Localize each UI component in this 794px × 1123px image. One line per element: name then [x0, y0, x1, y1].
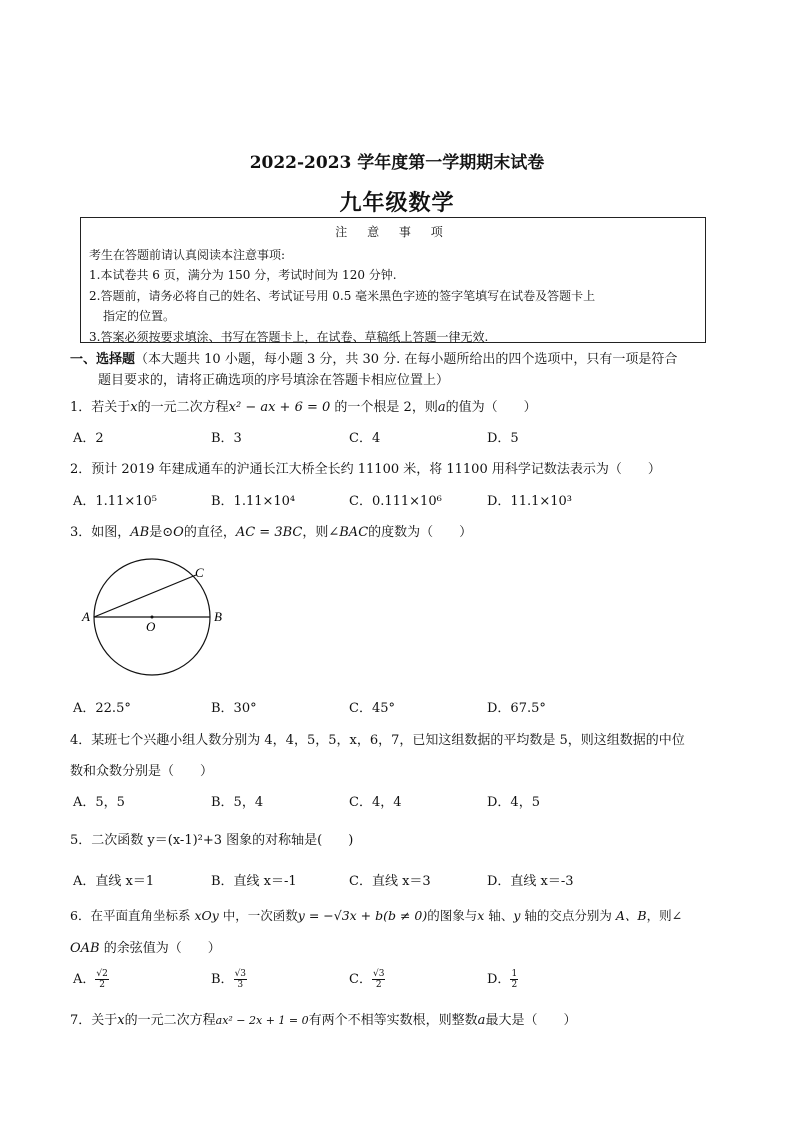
- q7-var-x: x: [117, 1013, 125, 1028]
- q3-text-a: 3．如图，: [70, 525, 131, 540]
- q6-option-c: [349, 968, 385, 990]
- q1-var-x: x: [130, 400, 138, 415]
- q2-option-b: B．1.11×10⁴: [211, 494, 296, 509]
- section-label: 一、选择题: [70, 352, 136, 367]
- q6-text-f: ，则∠: [646, 908, 683, 923]
- q1-text-d: 的值为（ ）: [445, 400, 537, 415]
- q2-option-c: C．0.111×10⁶: [349, 494, 442, 509]
- q6-option-d-label: D．: [487, 972, 511, 987]
- label-o: O: [146, 619, 156, 634]
- label-a: A: [82, 609, 90, 624]
- chord-ac: [94, 575, 196, 617]
- q3-text-e: 的度数为（ ）: [368, 525, 473, 540]
- question-3-stem: [70, 521, 472, 540]
- q6-option-b-label: B．: [211, 972, 234, 987]
- q5-option-a: A．直线 x＝1: [73, 874, 155, 889]
- question-1-stem: [70, 396, 537, 415]
- q6-var-x: x: [477, 908, 485, 923]
- question-4-line2: 数和众数分别是（ ）: [70, 764, 214, 779]
- circle-figure: [80, 555, 240, 685]
- question-2-stem: 2．预计 2019 年建成通车的沪通长江大桥全长约 11100 米，将 11100 用科学记数法表示为（ ）: [70, 462, 661, 477]
- q1-option-a: A．2: [73, 431, 104, 446]
- q5-option-c: C．直线 x＝3: [349, 874, 431, 889]
- q6-var-xoy: xOy: [194, 908, 219, 923]
- q7-equation: ax² − 2x + 1 = 0: [215, 1014, 309, 1027]
- label-c: C: [195, 565, 204, 580]
- q6-text-a: 6．在平面直角坐标系: [70, 908, 195, 923]
- q1-text-a: 1．若关于: [70, 400, 131, 415]
- q3-option-c: C．45°: [349, 701, 395, 716]
- exam-subtitle: 九年级数学: [339, 190, 455, 216]
- notice-line-4: 3.答案必须按要求填涂、书写在答题卡上，在试卷、草稿纸上答题一律无效.: [89, 330, 489, 344]
- q6-option-d-den: 2: [511, 980, 518, 990]
- q7-text-b: 的一元二次方程: [124, 1013, 216, 1028]
- q3-var-o: O: [173, 525, 184, 540]
- question-5-stem: 5．二次函数 y＝(x-1)²+3 图象的对称轴是( ): [70, 833, 354, 848]
- q6-text-e: 轴的交点分别为: [520, 908, 616, 923]
- q2-option-a: A．1.11×10⁵: [73, 494, 157, 509]
- q3-option-d: D．67.5°: [487, 701, 546, 716]
- notice-line-3: 指定的位置。: [103, 309, 176, 323]
- question-7-stem: [70, 1009, 576, 1028]
- q6-equation: y = −√3x + b(b ≠ 0): [297, 908, 428, 923]
- q7-text-c: 有两个不相等实数根，则整数: [308, 1013, 478, 1028]
- q5-option-d: D．直线 x＝-3: [487, 874, 574, 889]
- q6-text-b: 中，一次函数: [218, 908, 298, 923]
- q4-option-c: C．4，4: [349, 795, 402, 810]
- q6-option-d-num: 1: [511, 969, 518, 979]
- question-4-line1: 4．某班七个兴趣小组人数分别为 4，4，5，5，x，6，7，已知这组数据的平均数是 5，则这组数据的中位: [70, 733, 685, 748]
- notice-line-1: 1.本试卷共 6 页，满分为 150 分，考试时间为 120 分钟.: [89, 268, 397, 282]
- q6-text-c: 的图象与: [427, 908, 478, 923]
- q4-option-d: D．4，5: [487, 795, 540, 810]
- notice-box: [80, 217, 706, 343]
- q6-option-b-num: √3: [234, 969, 247, 979]
- q6-option-a: [73, 968, 109, 990]
- section-desc-line2: 题目要求的，请将正确选项的序号填涂在答题卡相应位置上）: [98, 373, 450, 388]
- q6-option-c-num: √3: [372, 969, 385, 979]
- q1-equation: x² − ax + 6 = 0: [228, 400, 331, 415]
- q6-option-a-label: A．: [73, 972, 96, 987]
- q7-text-a: 7．关于: [70, 1013, 118, 1028]
- q6-option-d: [487, 968, 518, 990]
- q1-text-c: 的一个根是 2，则: [330, 400, 438, 415]
- q3-option-a: A．22.5°: [73, 701, 131, 716]
- q3-text-c: 的直径，: [183, 525, 236, 540]
- notice-line-0: 考生在答题前请认真阅读本注意事项:: [89, 248, 286, 262]
- q3-var-ab: AB: [130, 525, 150, 540]
- q3-option-b: B．30°: [211, 701, 257, 716]
- q6-option-b: [211, 968, 247, 990]
- notice-line-2: 2.答题前，请务必将自己的姓名、考试证号用 0.5 毫米黑色字迹的签字笔填写在试卷及答题卡上: [89, 289, 596, 303]
- q6-option-d-fraction: [510, 969, 518, 990]
- q6-option-b-den: 3: [237, 980, 244, 990]
- q3-text-d: ，则∠: [302, 525, 340, 540]
- q1-option-b: B．3: [211, 431, 242, 446]
- q1-var-a: a: [437, 400, 446, 415]
- q4-option-a: A．5，5: [73, 795, 125, 810]
- q6-text-d: 轴、: [484, 908, 514, 923]
- q6-option-c-den: 2: [375, 980, 382, 990]
- q5-option-b: B．直线 x＝-1: [211, 874, 297, 889]
- q7-text-d: 最大是（ ）: [485, 1013, 577, 1028]
- q6-var-oab: OAB: [70, 941, 100, 956]
- q6-var-y: y: [513, 908, 521, 923]
- q6-text-g: 的余弦值为（ ）: [99, 941, 221, 956]
- q4-option-b: B．5，4: [211, 795, 264, 810]
- q1-option-d: D．5: [487, 431, 519, 446]
- question-6-line2: [70, 937, 221, 956]
- section-desc-line1: （本大题共 10 小题，每小题 3 分，共 30 分. 在每小题所给出的四个选项中，只有一项是符合: [135, 352, 678, 367]
- exam-title: 2022-2023 学年度第一学期期末试卷: [249, 153, 545, 173]
- q6-option-a-num: √2: [96, 969, 108, 979]
- q3-var-bac: BAC: [339, 525, 369, 540]
- q1-option-c: C．4: [349, 431, 381, 446]
- q6-option-c-fraction: [372, 969, 385, 990]
- notice-heading: 注 意 事 项: [335, 225, 451, 239]
- question-6-line1: [70, 906, 682, 924]
- q3-arc-relation: AC = 3BC: [235, 525, 303, 540]
- q6-option-c-label: C．: [349, 972, 372, 987]
- q6-option-b-fraction: [234, 969, 247, 990]
- q1-text-b: 的一元二次方程: [137, 400, 229, 415]
- q6-option-a-fraction: [95, 969, 108, 990]
- section-heading: [70, 348, 677, 367]
- q7-var-a: a: [477, 1013, 486, 1028]
- label-b: B: [214, 609, 222, 624]
- q3-text-b: 是⊙: [149, 525, 174, 540]
- q2-option-d: D．11.1×10³: [487, 494, 573, 509]
- q6-var-ab: A、B: [615, 908, 647, 923]
- q6-option-a-den: 2: [99, 980, 105, 990]
